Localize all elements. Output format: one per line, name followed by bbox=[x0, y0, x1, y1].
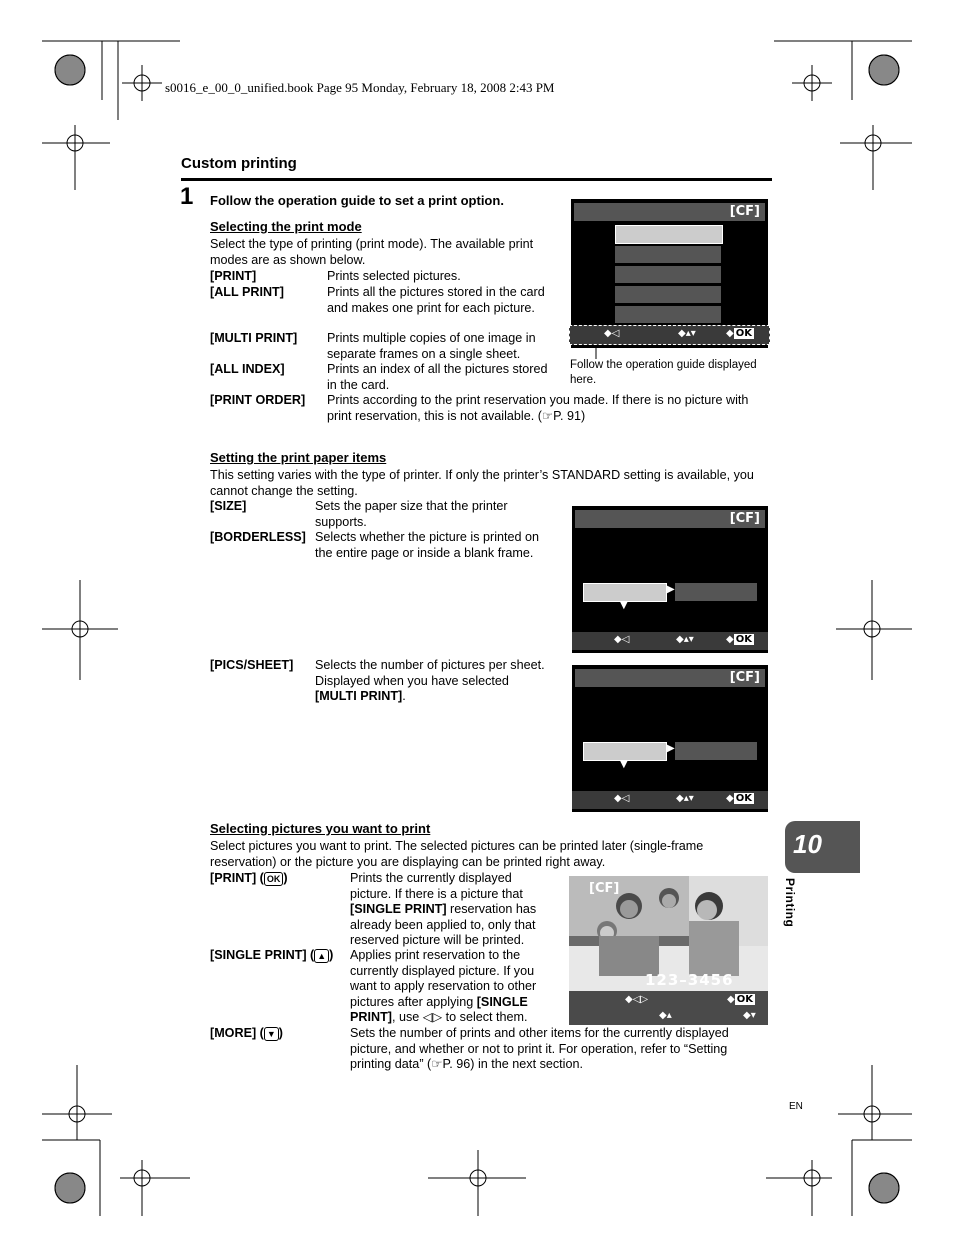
term-print: [PRINT] bbox=[210, 269, 257, 283]
card-icon: [CF] bbox=[729, 204, 760, 219]
desc-multi-print: Prints multiple copies of one image in separate frames on a single sheet. bbox=[327, 331, 536, 361]
step-number: 1 bbox=[180, 183, 194, 210]
select-heading: Selecting pictures you want to print bbox=[210, 821, 431, 836]
playback-screen: [CF] 123–3456 ◆◁▷ ◆ OK ◆▴ ◆▾ bbox=[569, 876, 768, 1025]
desc-more: Sets the number of prints and other items for the currently displayed picture, and whether or not to print it. For operation, refer to “Setting printing data” (☞P. 96) in the next section. bbox=[350, 1026, 729, 1072]
step-text: Follow the operation guide to set a print option. bbox=[210, 193, 504, 208]
card-icon: [CF] bbox=[729, 670, 760, 685]
menu-item bbox=[615, 246, 721, 263]
menu-item bbox=[615, 286, 721, 303]
desc-borderless: Selects whether the picture is printed on the entire page or inside a blank frame. bbox=[315, 530, 540, 560]
print-mode-intro: Select the type of printing (print mode). The available print modes are as shown below. bbox=[210, 237, 534, 267]
section-title: Custom printing bbox=[181, 155, 297, 172]
language-label: EN bbox=[789, 1101, 803, 1112]
print-mode-screen bbox=[571, 199, 768, 348]
desc-pics-sheet: Selects the number of pictures per sheet. Displayed when you have selected [MULTI PRINT]. bbox=[315, 658, 545, 704]
desc-print-ok: Prints the currently displayed picture. If there is a picture that [SINGLE PRINT] reservation has already been applied to, only that reserved picture will be printed. bbox=[350, 871, 537, 948]
ok-key-icon: OK bbox=[264, 872, 284, 886]
desc-print-order: Prints according to the print reservation you made. If there is no picture with print reservation, this is not available. (☞P. 91) bbox=[327, 393, 749, 423]
title-rule bbox=[181, 178, 772, 181]
menu-item bbox=[615, 266, 721, 283]
caption-leader bbox=[594, 345, 598, 359]
term-print-order: [PRINT ORDER] bbox=[210, 393, 306, 407]
ok-icon: OK bbox=[735, 328, 752, 339]
term-pics-sheet: [PICS/SHEET] bbox=[210, 658, 294, 672]
chapter-number: 10 bbox=[793, 829, 822, 859]
term-single-print: [SINGLE PRINT] ( ▲ ) bbox=[210, 948, 334, 962]
chapter-label: Printing bbox=[783, 878, 797, 928]
book-header: s0016_e_00_0_unified.book Page 95 Monday, February 18, 2008 2:43 PM bbox=[165, 80, 555, 95]
pics-sheet-screen: [CF] ▶ ▼ ◆◁ ◆▴▾ ◆ OK bbox=[572, 665, 768, 812]
chapter-tab bbox=[785, 821, 860, 873]
desc-size: Sets the paper size that the printer supports. bbox=[315, 499, 508, 529]
desc-print: Prints selected pictures. bbox=[327, 269, 461, 283]
desc-all-print: Prints all the pictures stored in the card and makes one print for each picture. bbox=[327, 285, 545, 315]
menu-item bbox=[615, 306, 721, 323]
term-print-ok: [PRINT] ( OK ) bbox=[210, 871, 288, 885]
paper-size-screen: [CF] ▶ ▼ ◆◁ ◆▴▾ ◆ OK bbox=[572, 506, 768, 653]
card-icon: [CF] bbox=[589, 881, 620, 896]
paper-heading: Setting the print paper items bbox=[210, 450, 387, 465]
term-more: [MORE] ( ▼ ) bbox=[210, 1026, 283, 1040]
term-size: [SIZE] bbox=[210, 499, 247, 513]
desc-all-index: Prints an index of all the pictures stored in the card. bbox=[327, 362, 548, 392]
desc-single-print: Applies print reservation to the currently displayed picture. If you want to apply reservation to other pictures after applying [SINGLE PRINT], use ◁▷ to select them. bbox=[350, 948, 537, 1025]
card-icon: [CF] bbox=[729, 511, 760, 526]
print-mode-heading: Selecting the print mode bbox=[210, 219, 362, 234]
term-multi-print: [MULTI PRINT] bbox=[210, 331, 298, 345]
menu-item-selected bbox=[615, 225, 723, 244]
paper-intro: This setting varies with the type of printer. If only the printer’s STANDARD setting is available, you cannot change the setting. bbox=[210, 468, 754, 498]
down-key-icon: ▼ bbox=[264, 1027, 279, 1041]
guide-caption: Follow the operation guide displayed here. bbox=[570, 359, 757, 386]
term-borderless: [BORDERLESS] bbox=[210, 530, 306, 544]
term-all-print: [ALL PRINT] bbox=[210, 285, 284, 299]
operation-guide: ◆◁ ◆▴▾ ◆ OK bbox=[569, 325, 770, 345]
file-number: 123–3456 bbox=[645, 971, 734, 989]
term-all-index: [ALL INDEX] bbox=[210, 362, 285, 376]
select-intro: Select pictures you want to print. The selected pictures can be printed later (single-frame reservation) or the picture you are displaying can be printed right away. bbox=[210, 839, 704, 869]
up-key-icon: ▲ bbox=[314, 949, 329, 963]
